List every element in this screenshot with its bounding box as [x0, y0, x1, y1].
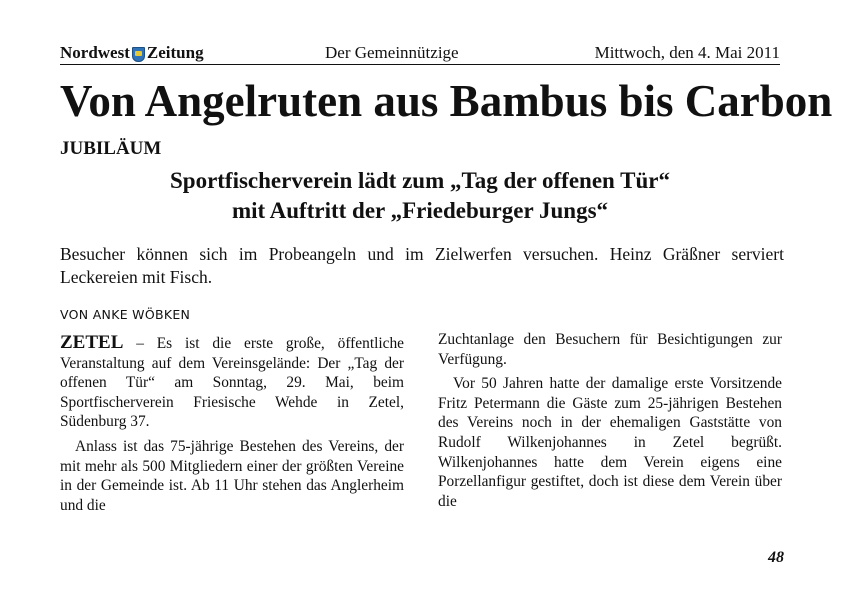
issue-date: Mittwoch, den 4. Mai 2011 [594, 43, 780, 62]
dateline: ZETEL [60, 332, 124, 353]
section-title: Der Gemeinnützige [325, 43, 459, 62]
subheadline [60, 166, 780, 226]
author-byline: VON ANKE WÖBKEN [60, 307, 191, 322]
teaser: Besucher können sich im Probeangeln und im Zielwerfen versuchen. Heinz Gräßner serviert Leckereien mit Fisch. [60, 244, 784, 287]
paragraph: Anlass ist das 75-jährige Bestehen des Vereins, der mit mehr als 500 Mitgliedern einer der größten Vereine in der Gemeinde ist. Ab 11 Uhr stehen das Anglerheim und die [60, 437, 404, 514]
masthead [60, 43, 204, 63]
page-header [60, 43, 780, 63]
kicker: JUBILÄUM [60, 138, 162, 159]
article-column-left [60, 333, 404, 515]
coat-of-arms-icon [132, 47, 145, 62]
masthead-name-part2: Zeitung [146, 43, 204, 62]
paragraph: Vor 50 Jahren hatte der damalige erste Vorsitzende Fritz Petermann die Gäste zum 25-jährigen Bestehen des Vereins noch in der ehemaligen Gaststätte von Rudolf Wilkenjohannes in Zetel begrüßt. Wilkenjohannes hatte dem Verein eigens eine Porzellanfigur gestiftet, doch ist diese dem Verein über die [438, 375, 782, 510]
article-column-right [438, 330, 782, 511]
header-rule [60, 64, 780, 65]
masthead-name-part1: Nordwest [60, 43, 130, 62]
page-number: 48 [768, 549, 784, 566]
paragraph-text: – Es ist die erste große, öffentliche Veranstaltung auf dem Vereinsgelände: Der „Tag der offenen Tür“ am Sonntag, 29. Mai, beim Sportfischerverein Friesische Wehde in Zetel, Südenburg 37. [60, 335, 404, 431]
subheadline-line-1: Sportfischerverein lädt zum „Tag der offenen Tür“ [169, 168, 671, 193]
paragraph [60, 333, 404, 432]
paragraph: Zuchtanlage den Besuchern für Besichtigungen zur Verfügung. [438, 331, 782, 368]
headline: Von Angelruten aus Bambus bis Carbon [60, 76, 833, 126]
subheadline-line-2: mit Auftritt der „Friedeburger Jungs“ [231, 198, 609, 223]
